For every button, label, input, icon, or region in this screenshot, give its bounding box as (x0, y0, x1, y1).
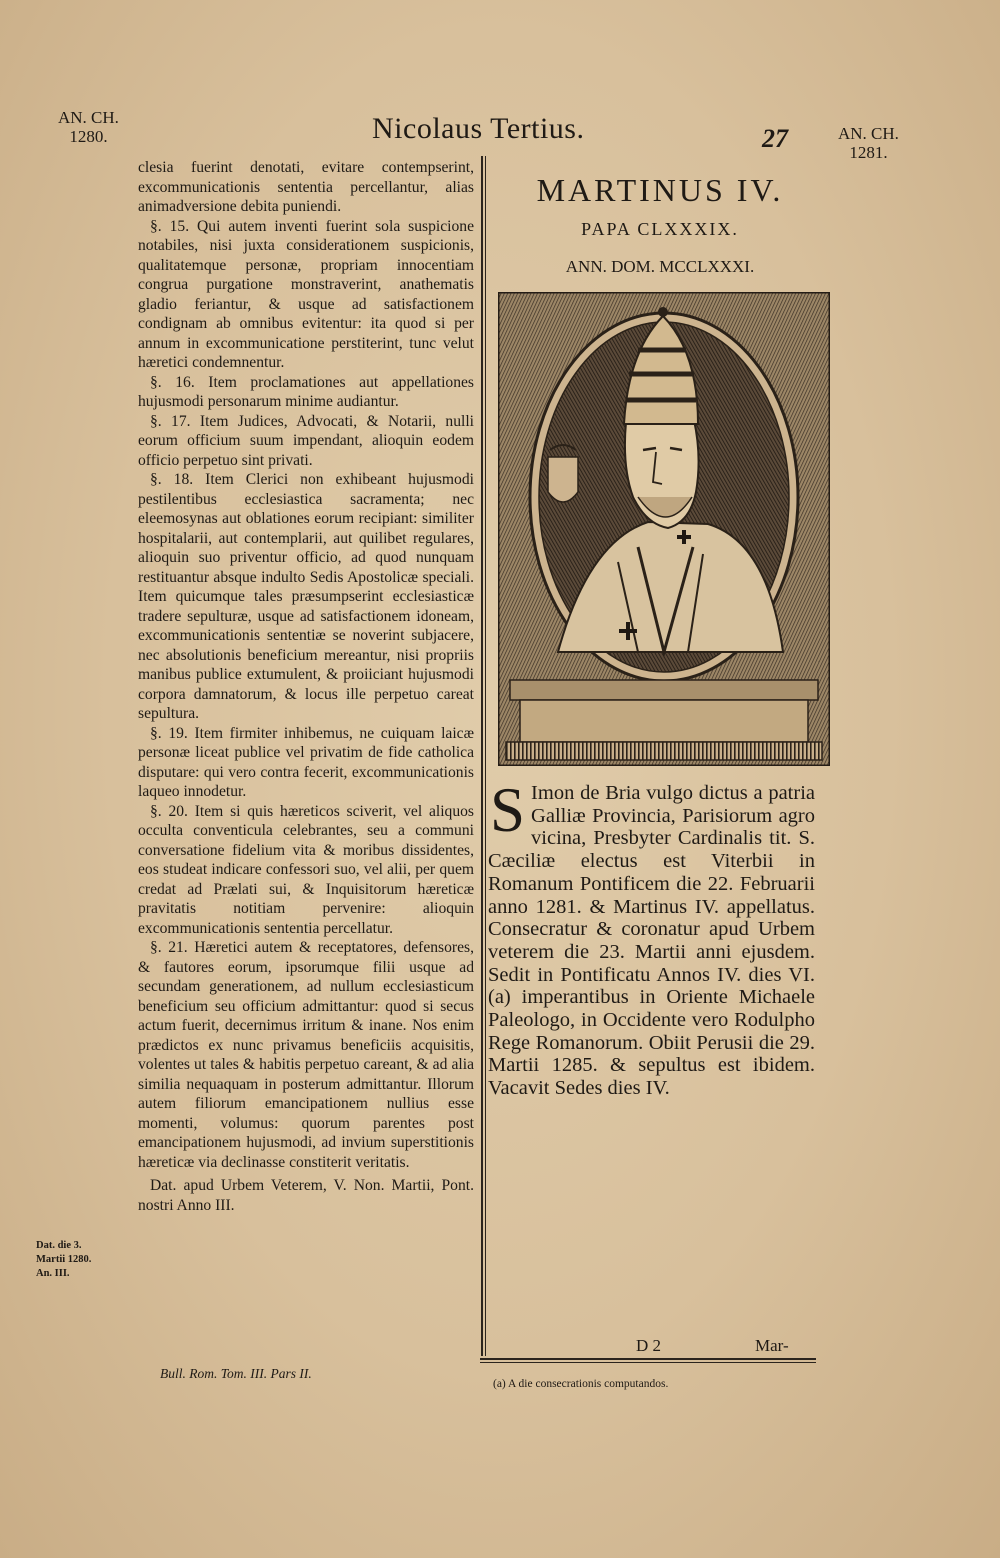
footnote: (a) A die consecrationis computandos. (493, 1378, 669, 1390)
running-title: Nicolaus Tertius. (372, 112, 585, 145)
pope-name: MARTINUS IV. (536, 172, 784, 208)
right-margin-heading (838, 124, 899, 162)
pope-number: PAPA CLXXXIX. (581, 219, 739, 239)
left-margin-heading (58, 108, 119, 146)
column-divider (481, 156, 483, 1356)
side-note-line: Dat. die 3. (36, 1240, 82, 1251)
left-margin-year: 1280. (69, 127, 108, 146)
right-margin-label: AN. CH. (838, 124, 899, 143)
side-note-line: Martii 1280. (36, 1254, 92, 1265)
side-note-line: An. III. (36, 1268, 70, 1279)
page-number: 27 (762, 124, 788, 153)
decree-paragraph: §. 21. Hæretici autem & receptatores, defensores, & fautores eorum, ipsorumque filii usque ad secundam generationem, ad nullum ecclesiasticum beneficium seu officium admittantur: quod si secus actum fuerit, decernimus irritum & inane. Nos enim prædictos ex nunc privamus beneficiis acquisitis, volentes ut tales & habitis perpetuo careant, & ad alia similia nequaquam in posterum admittantur. Illorum autem filiorum emancipationem nullius esse momenti, volumus: quorum parentes post emancipationem hujusmodi, ad invium superstitionis hæreticæ via declinasse constiterit veritatis. (138, 939, 474, 1171)
decree-dating: Dat. apud Urbem Veterem, V. Non. Martii, Pont. nostri Anno III. (138, 1177, 474, 1214)
drop-cap-initial: S (490, 775, 526, 845)
pope-portrait-engraving (498, 292, 830, 766)
signature-mark: D 2 (636, 1336, 662, 1355)
pope-year: ANN. DOM. MCCLXXXI. (565, 257, 755, 276)
decree-column (138, 158, 474, 1215)
decree-paragraph: clesia fuerint denotati, evitare contempserint, excommunicationis sententia percellantur, alias animadversione debita puniendi. (138, 159, 474, 215)
decree-paragraph: §. 17. Item Judices, Advocati, & Notarii, nulli eorum officium suum impendant, alioquin eodem officio perpetuo sint privati. (138, 412, 474, 469)
catchword: Mar- (755, 1336, 789, 1355)
footnote-rule-thin (480, 1362, 816, 1363)
left-margin-label: AN. CH. (58, 108, 119, 127)
biography-text: Imon de Bria vulgo dictus a patria Galliæ Provincia, Parisiorum agro vicina, Presbyter Cardinalis tit. S. Cæciliæ electus est Viterbii in Romanum Pontificem die 22. Februarii anno 1281. & Martinus IV. appellatus. Consecratur & coronatur apud Urbem veterem die 23. Martii anni ejusdem. Sedit in Pontificatu Annos IV. dies VI. (a) imperantibus in Oriente Michaele Paleologo, in Occidente vero Rodulpho Rege Romanorum. Obiit Perusii die 29. Martii 1285. & sepultus est ibidem. Vacavit Sedes dies IV. (488, 782, 815, 1100)
side-note (36, 1239, 122, 1281)
column-divider-inner (485, 156, 486, 1356)
decree-paragraph: §. 15. Qui autem inventi fuerint sola suspicione notabiles, nisi juxta considerationem suspicionis, qualitatemque personæ, propriam innocentiam congrua purgatione monstraverint, anathematis gladio feriantur, & usque ad satisfactionem condignam ab omnibus evitentur: ita quod si per annum in excommunicatione perstiterint, tunc velut hæretici condemnentur. (138, 217, 474, 371)
footnote-rule (480, 1358, 816, 1360)
decree-paragraph: §. 16. Item proclamationes aut appellationes hujusmodi personarum minime audiantur. (138, 373, 474, 410)
biography (488, 775, 815, 1100)
footer-reference: Bull. Rom. Tom. III. Pars II. (160, 1366, 312, 1381)
decree-paragraph: §. 18. Item Clerici non exhibeant hujusmodi pestilentibus ecclesiastica sacramenta; nec eleemosynas aut oblationes eorum recipiant: similiter hospitalarii, aut contemplarii, aut quilibet regulares, alioquin suo priventur officio, ad quod nunquam restituantur absque indulto Sedis Apostolicæ speciali. Item quicumque tales præsumpserint ecclesiasticæ tradere sepulturæ, usque ad satisfactionem idoneam, excommunicationis sententiæ se noverint subjacere, nec absolutionis beneficium mereantur, nisi propriis manibus publice extumulent, & proiiciant hujusmodi corpora damnatorum, & locus ille perpetuo careat sepultura. (138, 471, 474, 722)
right-margin-year: 1281. (849, 143, 888, 162)
decree-paragraph: §. 20. Item si quis hæreticos sciverit, vel aliquos occulta conventicula celebrantes, seu a communi conversatione fidelium vita & moribus dissidentes, eos studeat indicare confessori suo, vel alii, per quem credat ad Prælati sui, & Inquisitorum hæreticæ pravitatis notitiam pervenire: alioquin excommunicationis sententia percellatur. (138, 802, 474, 937)
decree-paragraph: §. 19. Item firmiter inhibemus, ne cuiquam laicæ personæ liceat publice vel privatim de fide catholica disputare: qui vero contra fecerit, excommunicationis laqueo innodetur. (138, 724, 474, 800)
